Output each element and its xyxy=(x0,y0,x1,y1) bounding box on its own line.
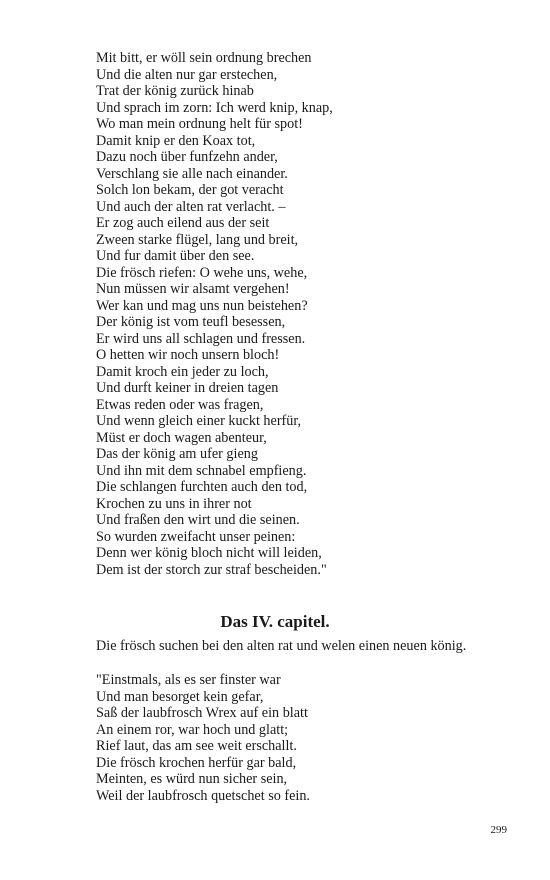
verse-line: Meinten, es würd nun sicher sein, xyxy=(96,771,288,787)
verse-line: Die frösch riefen: O wehe uns, wehe, xyxy=(96,264,308,281)
verse-line: An einem ror, war hoch und glatt; xyxy=(96,721,289,738)
verse-line: Etwas reden oder was fragen, xyxy=(96,396,264,413)
verse-line: Damit knip er den Koax tot, xyxy=(96,132,256,149)
verse-line: Nun müssen wir alsamt vergehen! xyxy=(96,281,290,297)
verse-line: Wo man mein ordnung helt für spot! xyxy=(96,116,303,132)
verse-line: Wer kan und mag uns nun beistehen? xyxy=(96,297,308,314)
verse-line: Und man besorget kein gefar, xyxy=(96,688,264,705)
verse-line: "Einstmals, als es ser finster war xyxy=(96,672,281,688)
verse-line: Mit bitt, er wöll sein ordnung brechen xyxy=(96,50,312,66)
verse-line: Er zog auch eilend aus der seit xyxy=(96,215,270,231)
verse-line: Der könig ist vom teufl besessen, xyxy=(96,314,286,330)
page-number: 299 xyxy=(490,824,507,836)
verse-line: Müst er doch wagen abenteur, xyxy=(96,429,267,446)
chapter-summary: Die frösch suchen bei den alten rat und welen einen neuen könig. xyxy=(96,638,467,654)
verse-line: Und ihn mit dem schnabel empfieng. xyxy=(96,462,307,479)
verse-line: Verschlang sie alle nach einander. xyxy=(96,165,288,182)
chapter-heading: Das IV. capitel. xyxy=(220,612,330,631)
verse-line: Solch lon bekam, der got veracht xyxy=(96,182,284,198)
verse-line: Die schlangen furchten auch den tod, xyxy=(96,479,308,495)
verse-line: Krochen zu uns in ihrer not xyxy=(96,495,252,512)
verse-line: Und wenn gleich einer kuckt herfür, xyxy=(96,413,302,429)
verse-line: Dem ist der storch zur straf bescheiden." xyxy=(96,561,327,578)
verse-line: Die frösch krochen herfür gar bald, xyxy=(96,754,297,771)
verse-line: Trat der könig zurück hinab xyxy=(96,83,254,99)
verse-line: So wurden zweifacht unser peinen: xyxy=(96,528,296,545)
verse-line: Rief laut, das am see weit erschallt. xyxy=(96,738,297,754)
verse-line: Dazu noch über funfzehn ander, xyxy=(96,149,278,165)
verse-line: Und durft keiner in dreien tagen xyxy=(96,380,279,396)
verse-line: Damit kroch ein jeder zu loch, xyxy=(96,363,269,380)
verse-line: Und die alten nur gar erstechen, xyxy=(96,66,278,83)
verse-line: O hetten wir noch unsern bloch! xyxy=(96,347,280,363)
verse-line: Und sprach im zorn: Ich werd knip, knap, xyxy=(96,99,333,116)
verse-line: Das der könig am ufer gieng xyxy=(96,446,258,462)
verse-line: Und fraßen den wirt und die seinen. xyxy=(96,512,300,528)
verse-line: Saß der laubfrosch Wrex auf ein blatt xyxy=(96,705,308,721)
verse-line: Denn wer könig bloch nicht will leiden, xyxy=(96,545,322,561)
verse-block-bottom xyxy=(96,672,536,804)
verse-line: Zween starke flügel, lang und breit, xyxy=(96,231,299,248)
verse-block-top xyxy=(96,50,536,578)
verse-line: Und auch der alten rat verlacht. – xyxy=(96,198,286,215)
verse-line: Weil der laubfrosch quetschet so fein. xyxy=(96,787,310,804)
verse-line: Und fur damit über den see. xyxy=(96,248,255,264)
verse-line: Er wird uns all schlagen und fressen. xyxy=(96,330,306,347)
